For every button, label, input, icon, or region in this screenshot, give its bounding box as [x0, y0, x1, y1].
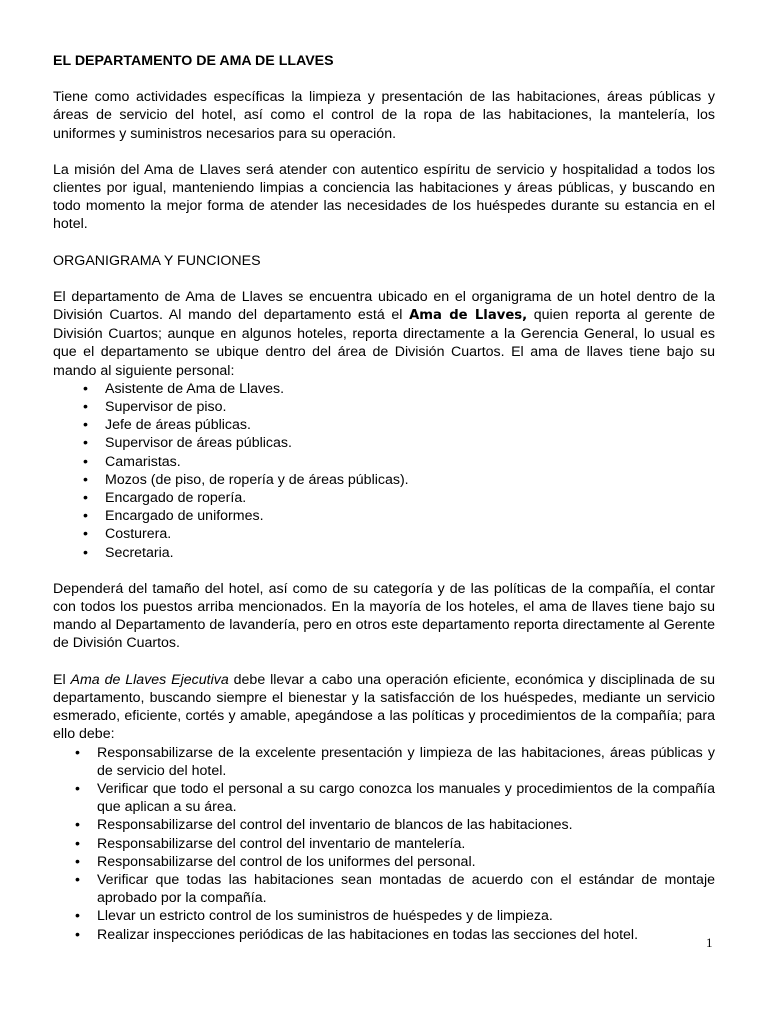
bullet-icon: • — [75, 908, 80, 925]
organigram-text-after: quien reporta al gerente de División Cuartos; aunque en algunos hoteles, reporta directamente a la Gerencia General, lo usual es que el departamento se ubique dentro del área de División Cuartos. El ama de llaves tiene bajo su mando al siguiente personal: — [53, 307, 715, 379]
list-item — [53, 453, 715, 471]
list-item — [53, 835, 715, 853]
section-heading-organigrama: ORGANIGRAMA Y FUNCIONES — [53, 252, 261, 269]
list-item — [53, 853, 715, 871]
bullet-icon: • — [83, 490, 88, 507]
bullet-icon: • — [83, 380, 88, 397]
list-item — [53, 398, 715, 416]
executive-text-after: debe llevar a cabo una operación eficiente, económica y disciplinada de su departamento, buscando siempre el bienestar y la satisfacción de los huéspedes, mediante un servicio esmerado, eficiente, cortés y amable, apegándose a las políticas y procedimientos de la compañía; para ello debe: — [53, 671, 716, 743]
list-item — [53, 871, 715, 907]
bullet-icon: • — [75, 835, 80, 852]
bullet-icon: • — [83, 471, 88, 488]
list-item — [53, 525, 715, 543]
list-item — [53, 489, 715, 507]
bullet-icon: • — [75, 817, 80, 834]
document-page — [53, 52, 715, 944]
bullet-icon: • — [83, 453, 88, 470]
organigram-paragraph — [53, 288, 715, 380]
list-item-text: Mozos (de piso, de ropería y de áreas públicas). — [105, 471, 409, 488]
list-item-text: Responsabilizarse de la excelente presentación y limpieza de las habitaciones, áreas públicas y de servicio del hotel. — [97, 744, 715, 779]
list-item-text: Costurera. — [105, 526, 172, 543]
bullet-icon: • — [83, 435, 88, 452]
bullet-icon: • — [83, 417, 88, 434]
executive-paragraph — [53, 671, 715, 744]
list-item — [53, 907, 715, 925]
document-title: EL DEPARTAMENTO DE AMA DE LLAVES — [53, 53, 334, 69]
bullet-icon: • — [83, 526, 88, 543]
bullet-icon: • — [75, 871, 80, 888]
mission-paragraph: La misión del Ama de Llaves será atender con autentico espíritu de servicio y hospitalidad a todos los clientes por igual, manteniendo limpias a conciencia las habitaciones y áreas públicas, y buscando en todo momento la mejor forma de atender las necesidades de los huéspedes durante su estancia en el hotel. — [53, 161, 715, 233]
executive-text-before: El — [53, 671, 71, 688]
list-item — [53, 416, 715, 434]
list-item-text: Secretaria. — [105, 544, 174, 561]
list-item-text: Camaristas. — [105, 453, 181, 470]
list-item — [53, 544, 715, 562]
duties-list — [53, 744, 715, 944]
list-item — [53, 507, 715, 525]
list-item — [53, 471, 715, 489]
list-item-text: Responsabilizarse del control de los uniformes del personal. — [97, 853, 476, 870]
list-item — [53, 816, 715, 834]
bullet-icon: • — [75, 926, 80, 943]
list-item — [53, 926, 715, 944]
list-item-text: Responsabilizarse del control del inventario de blancos de las habitaciones. — [97, 817, 573, 834]
list-item-text: Verificar que todas las habitaciones sean montadas de acuerdo con el estándar de montaje aprobado por la compañía. — [97, 871, 715, 907]
bullet-icon: • — [75, 853, 80, 870]
bullet-icon: • — [83, 508, 88, 525]
list-item-text: Verificar que todo el personal a su cargo conozca los manuales y procedimientos de la compañía que aplican a su área. — [97, 780, 715, 816]
list-item-text: Responsabilizarse del control del inventario de mantelería. — [97, 835, 466, 852]
list-item — [53, 780, 715, 816]
ama-de-llaves-ejecutiva-italic: Ama de Llaves Ejecutiva — [70, 671, 229, 688]
list-item-text: Encargado de ropería. — [105, 490, 247, 507]
list-item — [53, 380, 715, 398]
page-number: 1 — [706, 935, 713, 950]
list-item-text: Realizar inspecciones periódicas de las habitaciones en todas las secciones del hotel. — [97, 926, 639, 943]
list-item — [53, 434, 715, 452]
list-item-text: Supervisor de piso. — [105, 399, 227, 416]
intro-paragraph: Tiene como actividades específicas la limpieza y presentación de las habitaciones, áreas públicas y áreas de servicio del hotel, así como el control de la ropa de las habitaciones, la mantelería, los uniformes y suministros necesarios para su operación. — [53, 89, 715, 142]
list-item-text: Encargado de uniformes. — [105, 508, 264, 525]
list-item-text: Llevar un estricto control de los suministros de huéspedes y de limpieza. — [97, 908, 553, 925]
size-dependency-paragraph: Dependerá del tamaño del hotel, así como de su categoría y de las políticas de la compañía, el contar con todos los puestos arriba mencionados. En la mayoría de los hoteles, el ama de llaves tiene bajo su mando al Departamento de lavandería, pero en otros este departamento reporta directamente al Gerente de División Cuartos. — [53, 580, 715, 652]
list-item-text: Supervisor de áreas públicas. — [105, 435, 292, 452]
organigram-text-before: El departamento de Ama de Llaves se encuentra ubicado en el organigrama de un hotel dentro de la División Cuartos. Al mando del departamento está el — [53, 288, 715, 324]
list-item-text: Asistente de Ama de Llaves. — [105, 380, 285, 397]
bullet-icon: • — [83, 399, 88, 416]
bullet-icon: • — [83, 544, 88, 561]
personnel-list — [53, 380, 715, 562]
bullet-icon: • — [75, 744, 80, 761]
list-item-text: Jefe de áreas públicas. — [105, 417, 251, 434]
bullet-icon: • — [75, 780, 80, 797]
ama-de-llaves-bold: Ama de Llaves, — [409, 308, 528, 324]
list-item — [53, 744, 715, 780]
